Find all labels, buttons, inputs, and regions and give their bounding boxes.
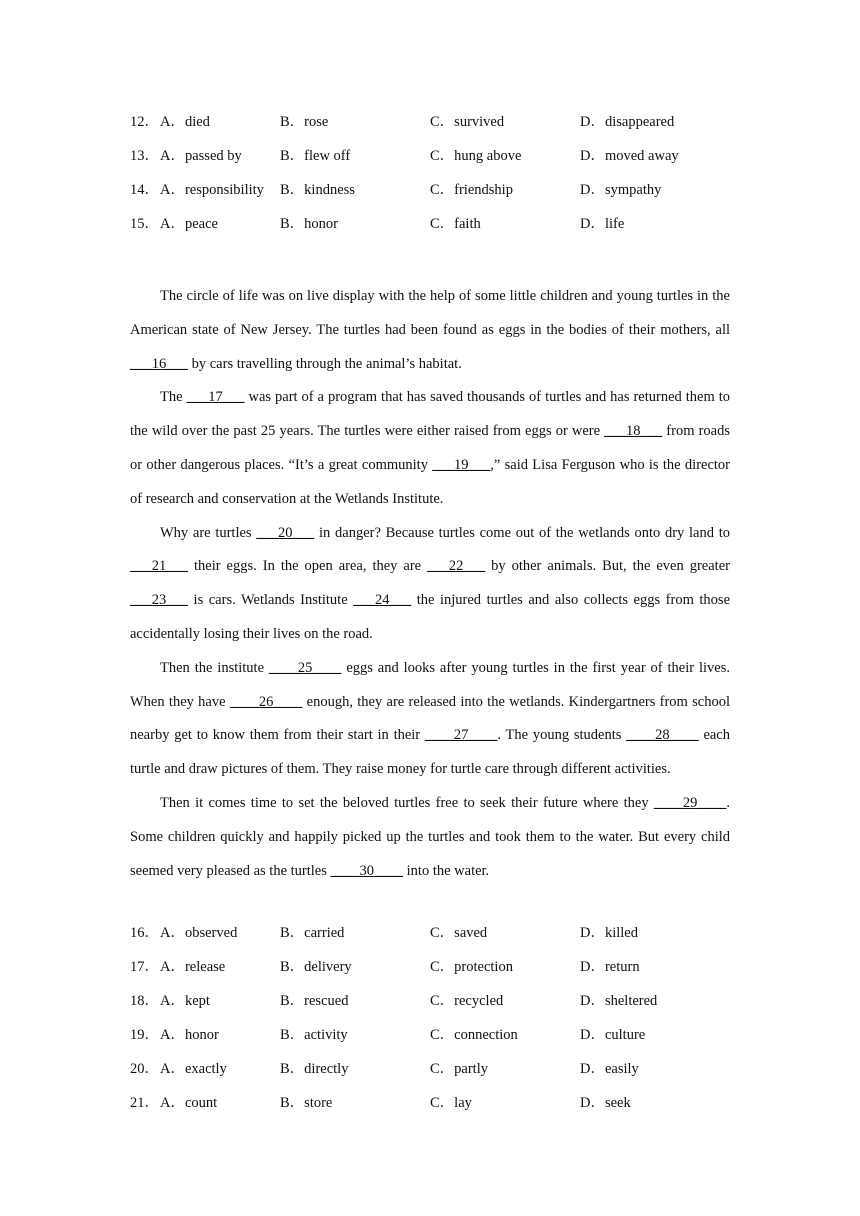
blank-29: ____29____ (653, 794, 727, 811)
option-c: C．lay (430, 1095, 472, 1111)
passage-text: in danger? Because turtles come out of the wetlands onto dry land to (314, 524, 730, 541)
question-number: 13． (130, 148, 159, 164)
question-row-16 (130, 922, 750, 944)
option-b: B．kindness (280, 182, 355, 198)
question-row-18 (130, 990, 750, 1012)
option-c: C．saved (430, 925, 488, 941)
option-d: D．return (580, 959, 640, 975)
blank-18: ___18___ (604, 423, 663, 440)
question-number: 20． (130, 1061, 159, 1077)
option-a: A．honor (160, 1027, 219, 1043)
question-number: 17． (130, 959, 159, 975)
question-number: 14． (130, 182, 159, 198)
blank-26: ____26____ (229, 693, 303, 710)
blank-16: ___16___ (130, 355, 188, 372)
option-b: B．activity (280, 1027, 348, 1043)
option-d: D．seek (580, 1095, 631, 1111)
option-d: D．life (580, 216, 625, 232)
passage-text: . Some children quickly and happily picked up the turtles and took them to the water. But every child seemed very pleased as the turtles (130, 794, 730, 879)
question-row-19 (130, 1024, 750, 1046)
option-a: A．release (160, 959, 226, 975)
option-b: B．store (280, 1095, 333, 1111)
passage-text: into the water. (403, 862, 490, 879)
question-row-12 (130, 111, 750, 133)
passage-paragraph-2 (130, 381, 730, 516)
question-row-15 (130, 213, 750, 235)
option-c: C．recycled (430, 993, 504, 1009)
option-d: D．disappeared (580, 114, 675, 130)
blank-30: ____30____ (330, 862, 404, 879)
passage-text: is cars. Wetlands Institute (188, 592, 354, 609)
passage-text: ,” said Lisa Ferguson who is the director of research and conservation at the Wetlands Institute. (130, 456, 730, 507)
passage-text: by other animals. But, the even greater (485, 558, 730, 575)
option-c: C．survived (430, 114, 505, 130)
question-number: 12． (130, 114, 159, 130)
option-b: B．rescued (280, 993, 349, 1009)
question-number: 21． (130, 1095, 159, 1111)
passage-text: enough, they are released into the wetlands. Kindergartners from school nearby get to know them from their start in their (130, 693, 730, 744)
question-row-17 (130, 956, 750, 978)
passage-text: each turtle and draw pictures of them. They raise money for turtle care through different activities. (130, 727, 730, 778)
option-a: A．exactly (160, 1061, 227, 1077)
blank-17: ___17___ (186, 389, 245, 406)
option-b: B．honor (280, 216, 338, 232)
question-number: 16． (130, 925, 159, 941)
passage-paragraph-3 (130, 517, 730, 652)
option-c: C．connection (430, 1027, 518, 1043)
passage-paragraph-4 (130, 652, 730, 787)
option-d: D．easily (580, 1061, 639, 1077)
option-c: C．friendship (430, 182, 513, 198)
passage-text: . The young students (497, 727, 627, 744)
option-a: A．died (160, 114, 210, 130)
option-b: B．delivery (280, 959, 352, 975)
question-row-20 (130, 1058, 750, 1080)
blank-24: ___24___ (353, 592, 412, 609)
passage-text: their eggs. In the open area, they are (188, 558, 428, 575)
passage-text: eggs and looks after young turtles in the first year of their lives. When they have (130, 659, 730, 710)
option-b: B．carried (280, 925, 345, 941)
option-a: A．passed by (160, 148, 242, 164)
option-d: D．culture (580, 1027, 646, 1043)
blank-22: ___22___ (427, 558, 486, 575)
passage-text: by cars travelling through the animal’s habitat. (188, 355, 462, 372)
question-number: 15． (130, 216, 159, 232)
question-number: 18． (130, 993, 159, 1009)
blank-28: ____28____ (626, 727, 699, 744)
option-b: B．rose (280, 114, 329, 130)
blank-21: ___21___ (130, 558, 188, 575)
question-number: 19． (130, 1027, 159, 1043)
option-d: D．sympathy (580, 182, 662, 198)
passage-text: from roads or other dangerous places. “It’s a great community (130, 423, 731, 473)
blank-20: ___20___ (256, 524, 315, 541)
passage-text: was part of a program that has saved thousands of turtles and has returned them to the wild over the past 25 years. The turtles were either raised from eggs or were (130, 389, 730, 440)
option-c: C．protection (430, 959, 513, 975)
question-row-21 (130, 1092, 750, 1114)
passage-text: Why are turtles (160, 524, 257, 541)
option-a: A．kept (160, 993, 210, 1009)
option-b: B．directly (280, 1061, 349, 1077)
option-b: B．flew off (280, 148, 351, 164)
passage-text: The circle of life was on live display with the help of some little children and young turtles in the American state of New Jersey. The turtles had been found as eggs in the bodies of their mothers, all (130, 288, 730, 338)
option-d: D．sheltered (580, 993, 658, 1009)
option-a: A．peace (160, 216, 218, 232)
blank-25: ____25____ (268, 659, 342, 676)
question-row-14 (130, 179, 750, 201)
option-a: A．responsibility (160, 182, 264, 198)
option-d: D．moved away (580, 148, 679, 164)
option-c: C．partly (430, 1061, 488, 1077)
passage-text: Then the institute (160, 659, 269, 676)
question-row-13 (130, 145, 750, 167)
reading-passage (130, 280, 730, 888)
blank-19: ___19___ (432, 456, 491, 473)
passage-paragraph-1 (130, 280, 730, 381)
passage-text: The (160, 389, 187, 406)
option-c: C．hung above (430, 148, 522, 164)
option-d: D．killed (580, 925, 638, 941)
blank-23: ___23___ (130, 592, 188, 609)
option-a: A．observed (160, 925, 238, 941)
passage-paragraph-5 (130, 787, 730, 888)
option-c: C．faith (430, 216, 481, 232)
blank-27: ____27____ (424, 727, 498, 744)
option-a: A．count (160, 1095, 218, 1111)
passage-text: Then it comes time to set the beloved turtles free to seek their future where they (160, 794, 654, 811)
passage-text: the injured turtles and also collects eggs from those accidentally losing their lives on the road. (130, 592, 730, 642)
